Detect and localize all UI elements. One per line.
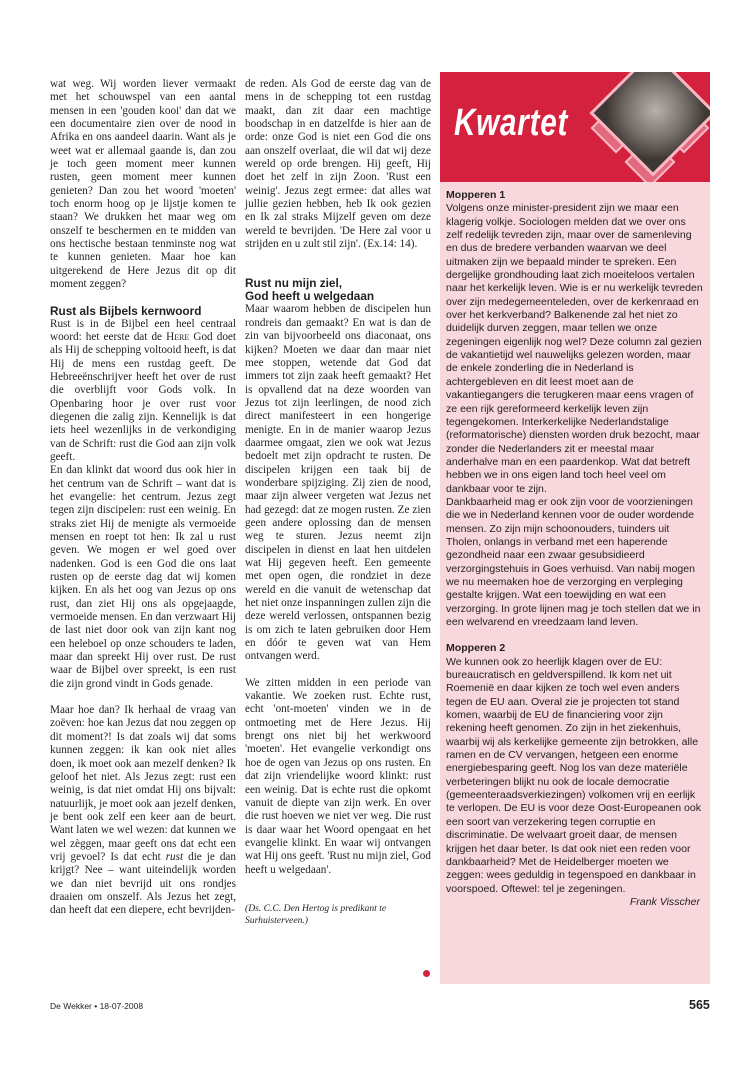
author-caption: (Ds. C.C. Den Hertog is predikant te Surhuisterveen.): [245, 902, 387, 926]
article-column-1: [50, 78, 236, 918]
paragraph: Dankbaarheid mag er ook zijn voor de voorzieningen die we in Nederland kennen voor de ouder wordende mensen. Zo zijn mijn schoonouders, tuinders uit Tholen, onlangs in verband met een haperende gezondheid naar een zwaar gesubsidieerd verzorgingstehuis in Goes verhuisd. Van nabij mogen we nu meemaken hoe de verzorging en verpleging gestalte krijgen. Wat een toewijding en wat een verzorging. In grote lijnen mag je toch stellen dat we in een welvarend en vreedzaam land leven.: [446, 495, 701, 628]
italic-word: rust: [165, 850, 184, 863]
paragraph: We kunnen ook zo heerlijk klagen over de EU: bureaucratisch en geldverspillend. Ik kom net uit Roemenië en daar kijken ze toch wel even anders tegen de EU aan. Overal zie je projecten tot stand komen, waarbij de EU de financiering voor zijn rekening heeft genomen. Zo zijn in het ziekenhuis, waarbij wij als kerkelijke gemeente zijn betrokken, alle ramen en de CV vervangen, hetgeen een enorme energiebesparing geeft. Nog los van deze materiële verbeteringen blijkt nu ook de locale democratie (gemeenteraadsverkiezingen) volkomen vrij en eerlijk te verlopen. De EU is voor deze Oost-Europeanen ook een soort van verzekering tegen corruptie en discriminatie. De welvaart groeit daar, de mensen krijgen het daar beter. Is dat ook niet een reden voor dankbaarheid? Met de Heidelberger moeten we zeggen: wees geduldig in tegenspoed en dankbaar in voorspoed. Oftewel: tel je zegeningen.: [446, 655, 702, 895]
kwartet-body: [446, 189, 704, 909]
section-title-mopperen-1: Mopperen 1: [446, 189, 506, 201]
text-run: Rust is in de Bijbel een heel centraal woord: het eerste dat de: [50, 317, 236, 343]
kwartet-header: [440, 72, 710, 182]
portrait-photo-icon: [589, 72, 710, 177]
paragraph: We zitten midden in een periode van vakantie. We zoeken rust. Echte rust, echt 'ont-moeten' vinden we in de ontmoeting met de Here Jezus. Hij brengt ons niet bij het werkwoord 'moeten'. Het evangelie verkondigt ons hoe de ogen van Jezus op ons rusten. En dat zijn vriendelijke woord klinkt: rust een weinig. Dat is echte rust die opkomt vanuit de diepte van zijn werk. En over die rust hoeven we niet ver weg. Die rust is daar waar het Woord opengaat en het evangelie klinkt. En waar wij ontvangen wat Hij ons geeft. 'Rust nu mijn ziel, God heeft u welgedaan'.: [245, 676, 431, 876]
kwartet-title: Kwartet: [454, 102, 569, 144]
kwartet-sidebar: [440, 72, 710, 984]
section-heading-rust-nu-mijn-ziel: [245, 277, 431, 303]
paragraph: En dan klinkt dat woord dus ook hier in het centrum van de Schrift – want dat is het evangelie: het centrum. Jezus zegt tegen zijn discipelen: rust een weinig. En straks ziet Hij de menigte als vermoeide mensen en roept tot hen: Ik zal u rust geven. We mogen er wel goed over nadenken. God is een God die ons laat rusten op de eerste dag dat wij komen kijken. En als het oog van Jezus op ons rust, dan ziet Hij ons als opgejaagde, vermoeide mensen. En dan verzwaart Hij de last niet door ook van zijn kant nog een heleboel op onze schouders te laden, maar dan spreekt Hij over rust. De rust waar de Bijbel over spreekt, is een rust die zijn grond vindt in Gods genade.: [50, 464, 236, 690]
small-caps-word: Here: [166, 330, 190, 343]
heading-line: God heeft u welgedaan: [245, 289, 375, 304]
paragraph: Volgens onze minister-president zijn we maar een klagerig volkje. Sociologen melden dat we over ons zelf redelijk tevreden zijn, maar over de samenleving en dus de bredere verbanden waarvan we deel uitmaken zijn we bepaald minder te spreken. Een dergelijke grondhouding laat zich moeiteloos vertalen naar het kerkelijk leven. Wie is er nu werkelijk tevreden over zijn medegemeenteleden, over de kerkenraad en over het kerkverband? Balkenende zal het niet zo duidelijk durven zeggen, maar tellen we onze zegeningen eigenlijk nog wel? Deze column zal gezien de vakantietijd wel nauwelijks gelezen worden, maar de enkele zonderling die in Nederland is achtergebleven en dit leest moet aan de vakantiegangers die terugkeren maar eens vragen of ze een rijk gereformeerd kerkelijk leven zijn tegengekomen. Interkerkelijke Nederlandstalige (reformatorische) diensten worden druk bezocht, maar zonder die Nederlanders zit er meestal maar anderhalve man en een paardenkop. Wat dat betreft hebben we in ons eigen land toch heel veel om dankbaar voor te zijn.: [446, 202, 703, 495]
text-run: Maar hoe dan? Ik herhaal de vraag van zoëven: hoe kan Jezus dat nou zeggen op dit moment?! Is dat zoals wij dat soms kunnen zeggen: ik kan ook niet alles doen, ik moet ook aan mezelf denken? Ik geloof het niet. Als Jezus zegt: rust een weinig, is dat niet omdat Hij ons bijvalt: natuurlijk, je moet ook aan jezelf denken, je bent ook zelf een keer aan de beurt. Want laten we wel wezen: dat kunnen we wel zèggen, maar geeft ons dat echt een vrij gevoel? Is dat echt: [50, 704, 236, 863]
footer-publication: De Wekker • 18-07-2008: [50, 1001, 144, 1011]
paragraph: [50, 704, 236, 918]
text-run: die je dan krijgt? Nee – want uiteindelijk worden we dan niet bevrijd uit ons rondjes draaien om onszelf. Als Jezus het zegt, dan heeft dat een diepere, echt bevrijden-: [50, 850, 236, 917]
bullet-dot-icon: [423, 970, 430, 977]
article-column-2: [245, 78, 431, 927]
paragraph: de reden. Als God de eerste dag van de mens in de schepping tot een rustdag maakt, dan zit daar een machtige boodschap in en datzelfde is hier aan de orde: onze God is niet een God die ons aan onszelf overlaat, die wil dat wij deze wereld op orde brengen. Hij geeft, Hij doet het zelf in zijn Zoon. 'Rust een weinig'. Jezus zegt ermee: dat alles wat jullie gezien hebben, heb Ik ook gezien en Ik zal straks Mijzelf geven om deze wereld te bevrijden. 'De Here zal voor u strijden en u zult stil zijn'. (Ex.14: 14).: [245, 78, 431, 251]
paragraph: [50, 318, 236, 465]
paragraph: Maar waarom hebben de discipelen hun rondreis dan gemaakt? En wat is dan de zin van bijvoorbeeld ons diaconaat, ons kijken? Moeten we daar dan maar niet mee stoppen, wetende dat God dat immers tot zijn zaak heeft gemaakt? Het is opvallend dat na deze woorden van Jezus tot zijn leerlingen, de nood zich direct manifesteert in een hongerige menigte. En in de manier waarop Jezus daarmee omgaat, zien we ook wat Jezus bedoelt met zijn opdracht te rusten. De discipelen krijgen een taak bij de wonderbare spijziging. Zij zien de nood, maar zijn alweer vergeten wat Jezus net had gezegd: dat ze mogen rusten. Ze zien geen andere oplossing dan de mensen weg te sturen. Jezus neemt zijn discipelen in dienst en laat hen uitdelen wat Hij gegeven heeft. Een gemeente met open ogen, die rondziet in deze wereld en die vanuit de wetenschap dat het niet onze inspanningen zullen zijn die deze wereld verlossen, ontspannen bezig is om zich te laten gebruiken door Hem en dóór te geven wat van Hem ontvangen werd.: [245, 303, 431, 663]
paragraph: wat weg. Wij worden liever vermaakt met het schouwspel van een aantal mensen in een 'gouden kooi' dan dat we een documentaire zien over de nood in Afrika en ons aandeel daarin. Want als je weet wat er allemaal gaande is, dan zou je toch geen moment meer kunnen rusten, geen moment meer kunnen genieten? Dan zou het woord 'moeten' toch enorm hoog op je lijstje komen te staan? We drukken het maar weg om onszelf te beschermen en te midden van ons hectische bestaan tenminste nog wat te kunnen genieten. Maar hoe kan uitgerekend de Here Jezus dit op dit moment zeggen?: [50, 78, 236, 291]
text-run: God doet als Hij de schepping voltooid heeft, is dat Hij de mens een rustdag geeft. De Hebreeënschrijver heeft het over de rust die overblijft voor Gods volk. In Openbaring hoor je over rust voor diegenen die zalig zijn. Kennelijk is dat iets heel wezenlijks in de verkondiging van de Schrift: rust die God aan zijn volk geeft.: [50, 330, 236, 463]
heading-line: Rust nu mijn ziel,: [245, 276, 343, 291]
page-number: 565: [689, 998, 710, 1012]
section-title-mopperen-2: Mopperen 2: [446, 642, 506, 655]
author-name: Frank Visscher: [629, 895, 700, 908]
section-heading-rust-als-bijbels-kernwoord: Rust als Bijbels kernwoord: [50, 303, 202, 318]
